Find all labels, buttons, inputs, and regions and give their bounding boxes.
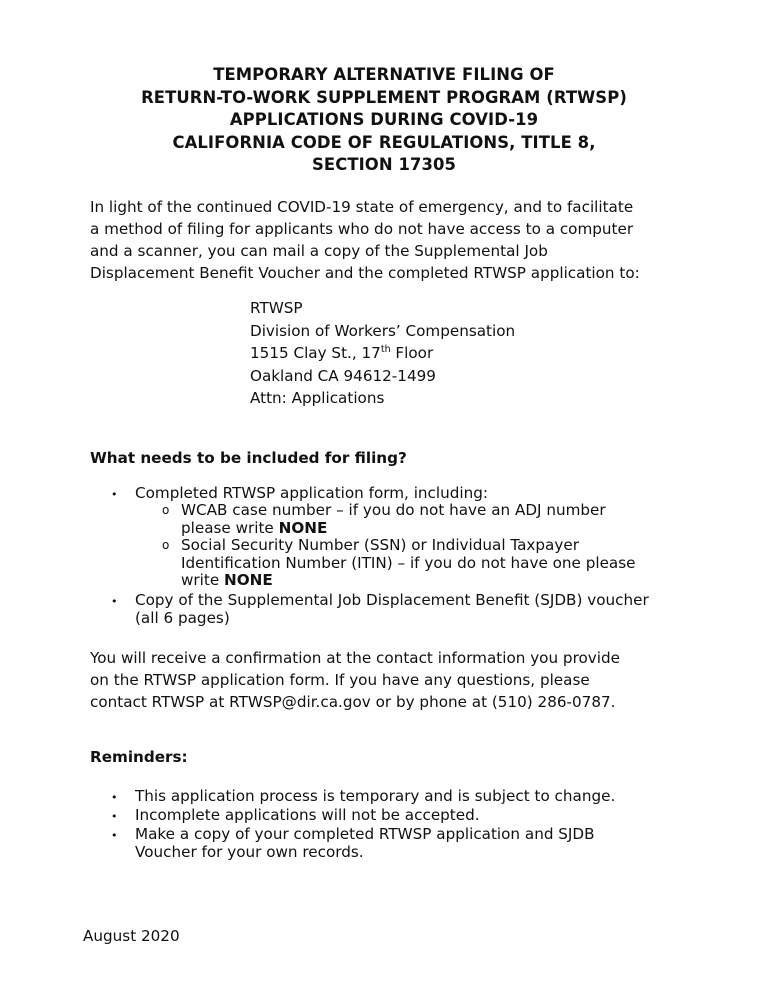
sub-bullet-icon: o <box>162 538 170 552</box>
intro-line-4: Displacement Benefit Voucher and the completed RTWSP application to: <box>90 264 640 282</box>
bullet-icon: • <box>111 791 118 804</box>
address-line-4: Oakland CA 94612-1499 <box>250 366 436 385</box>
address-line-2: Division of Workers’ Compensation <box>250 321 516 340</box>
confirmation-line-1: You will receive a confirmation at the contact information you provide <box>90 649 620 667</box>
bullet-icon: • <box>111 488 118 501</box>
title-line-5: SECTION 17305 <box>312 155 456 174</box>
title-line-4: CALIFORNIA CODE OF REGULATIONS, TITLE 8, <box>172 132 596 152</box>
document-title <box>60 64 708 177</box>
reminder-item-1: This application process is temporary and is subject to change. <box>135 787 616 805</box>
title-line-2: RETURN-TO-WORK SUPPLEMENT PROGRAM (RTWSP) <box>141 87 627 107</box>
filing-item-2-line-2: (all 6 pages) <box>135 608 230 627</box>
address-line-5: Attn: Applications <box>250 389 385 408</box>
filing-subitem-2-line-3: write NONE <box>181 571 273 589</box>
reminder-item-3-line-2: Voucher for your own records. <box>135 843 364 861</box>
confirmation-line-2: on the RTWSP application form. If you have any questions, please <box>90 671 590 689</box>
address-line-3: 1515 Clay St., 17th Floor <box>250 344 434 363</box>
bullet-icon: • <box>111 810 118 823</box>
filing-item-2-line-1: Copy of the Supplemental Job Displacement Benefit (SJDB) voucher <box>135 591 649 609</box>
title-line-1: TEMPORARY ALTERNATIVE FILING OF <box>213 65 555 84</box>
address-line-1: RTWSP <box>250 299 303 317</box>
bullet-icon: • <box>111 595 118 608</box>
confirmation-paragraph <box>90 647 690 713</box>
filing-item-1: Completed RTWSP application form, including: <box>135 484 488 502</box>
filing-heading: What needs to be included for filing? <box>90 449 407 467</box>
intro-line-1: In light of the continued COVID-19 state of emergency, and to facilitate <box>90 198 634 216</box>
intro-paragraph <box>90 196 690 284</box>
reminder-item-2: Incomplete applications will not be accepted. <box>135 806 480 824</box>
filing-subitem-2-line-2: Identification Number (ITIN) – if you do not have one please <box>181 553 636 572</box>
footer-date: August 2020 <box>83 927 180 945</box>
intro-line-2: a method of filing for applicants who do not have access to a computer <box>90 220 634 238</box>
filing-subitem-1-line-1: WCAB case number – if you do not have an ADJ number <box>181 501 606 519</box>
bullet-icon: • <box>111 829 118 842</box>
reminders-heading: Reminders: <box>90 748 188 766</box>
confirmation-line-3: contact RTWSP at RTWSP@dir.ca.gov or by phone at (510) 286-0787. <box>90 693 616 711</box>
title-line-3: APPLICATIONS DURING COVID-19 <box>229 110 539 129</box>
reminder-item-3-line-1: Make a copy of your completed RTWSP application and SJDB <box>135 825 595 843</box>
sub-bullet-icon: o <box>162 503 170 517</box>
mailing-address <box>250 297 515 410</box>
filing-subitem-1-line-2: please write NONE <box>181 518 328 537</box>
filing-subitem-2-line-1: Social Security Number (SSN) or Individual Taxpayer <box>181 536 579 554</box>
intro-line-3: and a scanner, you can mail a copy of the Supplemental Job <box>90 242 548 260</box>
